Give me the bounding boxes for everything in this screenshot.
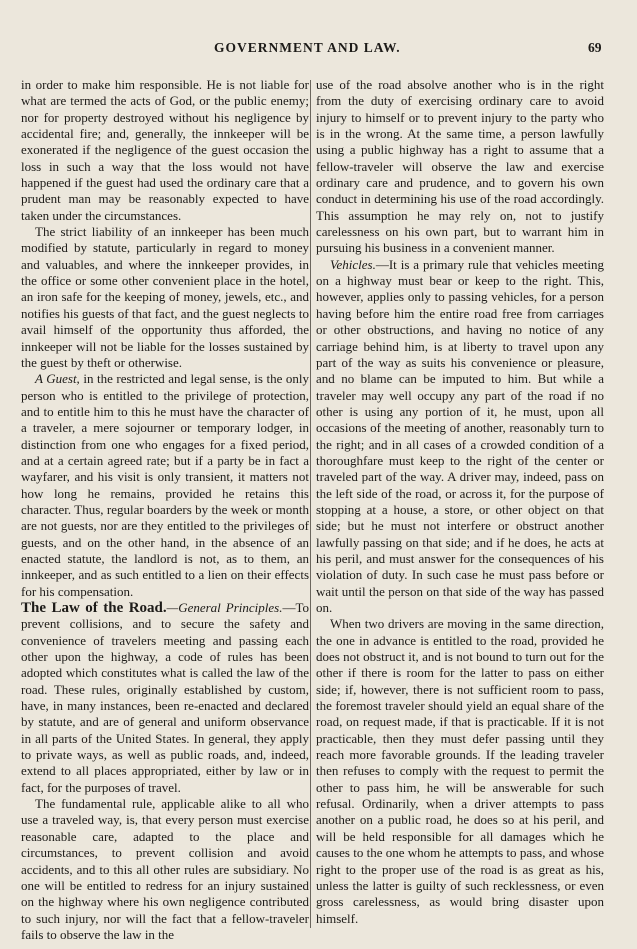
section-subtitle: —General Principles. <box>166 600 283 615</box>
term-guest: A Guest, <box>35 371 80 387</box>
paragraph-law-of-road <box>21 600 309 796</box>
paragraph-vehicles-text: —It is a primary rule that vehicles meeting on a highway must bear or keep to the right. This, however, applies only to passing vehicles, for a person having before him the entire road free from carriages or other obstructions, and having no notice of any carriage behind him, is at liberty to travel upon any part of the way as suits his convenience or pleasure, and no blame can be imputed to him. But while a traveler may well occupy any part of the road if no other is using any portion of it, he must, upon all occasions of the meeting of another, reasonably turn to the right; and in all cases of a crowded condition of a thoroughfare must keep to the right of the center or traveled part of the way. A driver may, indeed, pass on the left side of the road, or across it, for the purpose of stopping at a house, a store, or other object on that side; but he must not interfere or obstruct another lawfully passing on that side; and if he does, he acts at his peril, and must answer for the consequences of his violation of duty. In such case he must pass before or wait until the person on that side of the way has passed on. <box>316 256 604 615</box>
section-title: The Law of the Road. <box>21 600 167 616</box>
paragraph-same-direction: When two drivers are moving in the same direction, the one in advance is entitled to the road, provided he does not obstruct it, and is not bound to turn out for the other if there is room for the latter to pass on either side; if, however, there is not sufficient room to pass, the foremost traveler should yield an equal share of the road, on request made, if that is practicable. If it is not practicable, then they must defer passing until they reach more favorable grounds. If the leading traveler then refuses to comply with the request to permit the other to pass him, he will be answerable for such refusal. Ordinarily, when a driver attempts to pass another on a public road, he does so at his peril, and will be held responsible for all damages which he causes to the one whom he attempts to pass, and whose right to the proper use of the road is as great as his, unless the latter is guilty of such recklessness, or even gross carelessness, as would bring disaster upon himself. <box>316 616 604 926</box>
paragraph-statute-modification: The strict liability of an innkeeper has been much modified by statute, particularly in regard to money and valuables, and where the innkeeper provides, in the office or some other convenient place in the hotel, an iron safe for the keeping of money, jewels, etc., and notifies his guests of that fact, and the guest neglects to avail himself of the opportunity thus afforded, the innkeeper will not be liable for the losses sustained by the guest by theft or otherwise. <box>21 224 309 370</box>
column-divider <box>310 80 311 928</box>
paragraph-ordinary-care: use of the road absolve another who is in the right from the duty of exercising ordinary care to avoid injury to himself or to prevent injury to the party who is in the wrong. At the same time, a person lawfully using a public highway has a right to assume that a fellow-traveler will observe the law and exercise ordinary care and prudence, and to govern his own conduct in determining his use of the road accordingly. This assumption he may rely on, not to justify carelessness on his own part, but to warrant him in pursuing his business in a convenient manner. <box>316 77 604 256</box>
page-number: 69 <box>588 40 602 55</box>
term-vehicles: Vehicles. <box>330 256 376 272</box>
running-head: GOVERNMENT AND LAW. <box>214 40 401 55</box>
paragraph-guest-text: in the restricted and legal sense, is the only person who is entitled to the privilege of protection, and to entitle him to this he must have the character of a traveler, a mere sojourner or temporary lodger, in distinction from one who engages for a fixed period, and at a certain agreed rate; but if a party be in fact a wayfarer, and his visit is only transient, it matters not how long he remains, provided he retains this character. Thus, regular boarders by the week or month are not guests, nor are they entitled to the privileges of guests, and on the other hand, in the absence of an enacted statute, the landlord is not, as to them, an innkeeper, and as such entitled to a lien on their effects for his compensation. <box>21 371 309 599</box>
paragraph-law-of-road-text: —To prevent collisions, and to secure the safety and convenience of travelers meeting and passing each other upon the highway, a code of rules has been adopted which constitutes what is called the law of the road. These rules, originally established by custom, have, in many instances, been re-enacted and declared by statute, and are of general and uniform observance in all parts of the United States. In general, they apply to private ways, as well as public roads, and, indeed, extend to all places appropriated, either by law or in fact, for the purposes of travel. <box>21 600 309 795</box>
right-column <box>316 77 604 927</box>
paragraph-guest-definition <box>21 371 309 600</box>
paragraph-innkeeper-liability: in order to make him responsible. He is not liable for what are termed the acts of God, or the public enemy; nor for property destroyed without his negligence by accidental fire; and, generally, the innkeeper will be exonerated if the negligence of the guest occasion the loss in such a way that the loss would not have happened if the guest had used the ordinary care that a prudent man may be reasonably expected to have taken under the circumstances. <box>21 77 309 223</box>
left-column <box>21 77 309 943</box>
paragraph-fundamental-rule: The fundamental rule, applicable alike to all who use a traveled way, is, that every person must exercise reasonable care, adapted to the place and circumstances, to prevent collision and avoid accidents, and to this all other rules are subsidiary. No one will be entitled to redress for an injury sustained on the highway where his own negligence contributed to such injury, nor will the fact that a fellow-traveler fails to observe the law in the <box>21 796 309 942</box>
paragraph-vehicles <box>316 257 604 617</box>
